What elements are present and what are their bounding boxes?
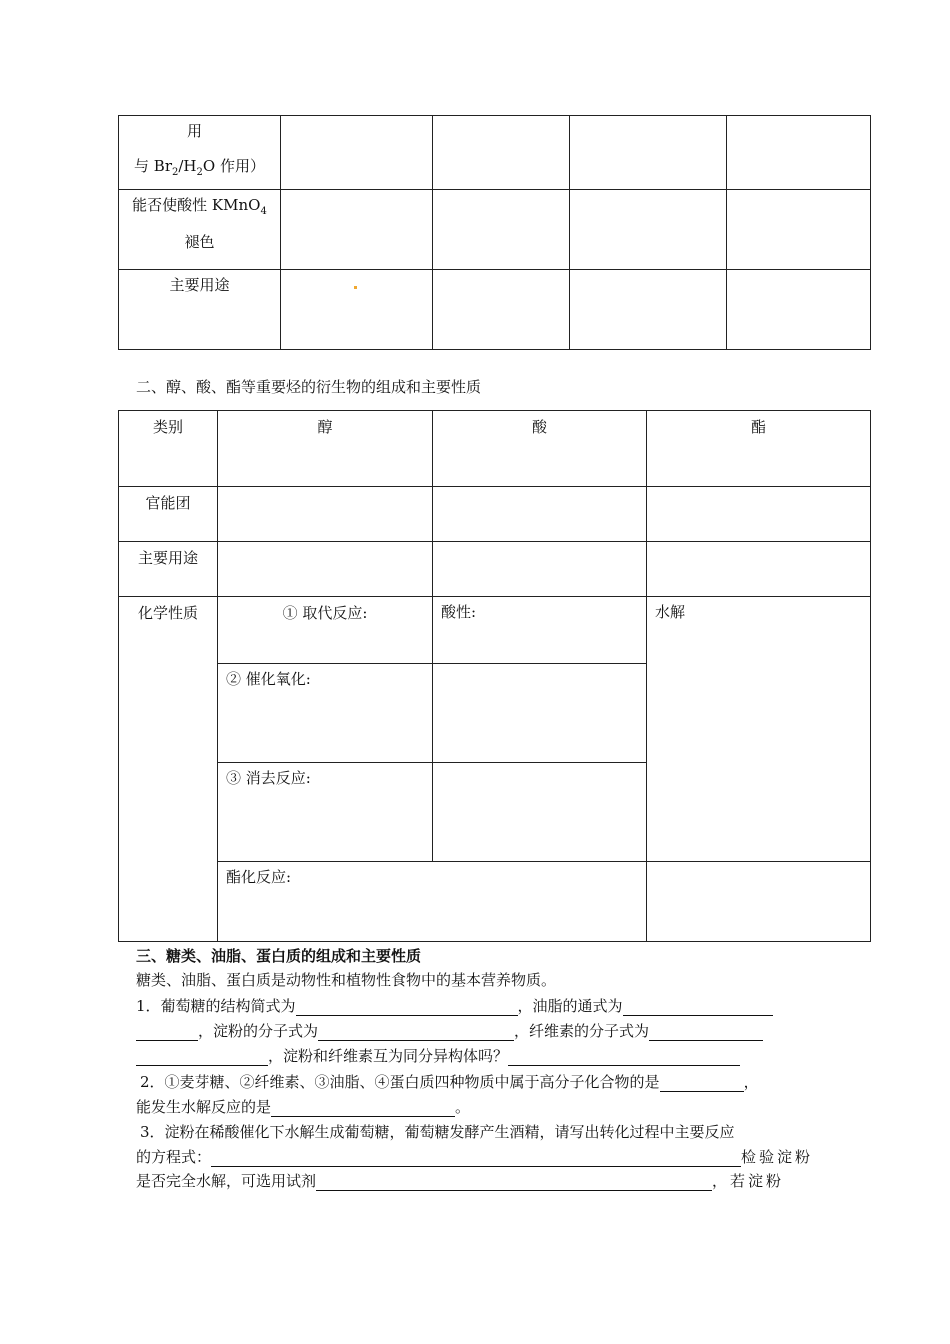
table-cell[interactable] [647, 542, 871, 597]
table-row [119, 190, 871, 270]
question-1-line-3: ，淀粉和纤维素互为同分异构体吗？ [136, 1045, 740, 1066]
table-cell[interactable] [570, 270, 727, 350]
table-row [119, 487, 871, 542]
table-cell[interactable] [647, 487, 871, 542]
answer-blank[interactable] [316, 1174, 712, 1191]
answer-blank[interactable] [211, 1150, 741, 1167]
question-2-line-2: 能发生水解反应的是 。 [136, 1098, 471, 1116]
table-cell[interactable] [433, 542, 647, 597]
table-cell[interactable] [727, 270, 871, 350]
table-row [119, 270, 871, 350]
table-cell[interactable] [647, 862, 871, 942]
row-label-kmno4 [119, 190, 281, 270]
table-cell[interactable] [433, 116, 570, 190]
table-cell[interactable] [433, 487, 647, 542]
properties-table-continued [118, 115, 871, 350]
table-cell[interactable] [433, 190, 570, 270]
label-text: 主要用途 [169, 276, 230, 294]
section2-heading: 二、醇、酸、酯等重要烃的衍生物的组成和主要性质 [136, 378, 482, 396]
label-text: 与 $Br_2/H_2O$ 作用） [134, 157, 265, 178]
question-1-line-1: 1．葡萄糖的结构简式为 ，油脂的通式为 [136, 995, 773, 1016]
section3-intro: 糖类、油脂、蛋白质是动物性和植物性食物中的基本营养物质。 [136, 971, 557, 989]
derivatives-table [118, 410, 871, 942]
row-label-bromine [119, 116, 281, 190]
section3-heading: 三、糖类、油脂、蛋白质的组成和主要性质 [136, 947, 422, 965]
table-cell[interactable] [433, 763, 647, 862]
table-cell[interactable] [218, 487, 433, 542]
table-cell[interactable] [281, 116, 433, 190]
cell-acid-acidity[interactable]: 酸性: [433, 597, 647, 664]
table-row [119, 116, 871, 190]
table-cell[interactable] [433, 664, 647, 763]
table-cell[interactable] [727, 190, 871, 270]
question-3-line-3: 是否完全水解，可选用试剂 ，若淀粉 [136, 1172, 785, 1190]
row-label-chemical-properties: 化学性质 [119, 597, 218, 942]
answer-blank[interactable] [508, 1049, 740, 1066]
answer-blank[interactable] [136, 1049, 268, 1066]
question-3-line-1: 3．淀粉在稀酸催化下水解生成葡萄糖，葡萄糖发酵产生酒精，请写出转化过程中主要反应 [140, 1123, 735, 1141]
table-cell[interactable] [570, 116, 727, 190]
table-row [119, 597, 871, 664]
header-alcohol: 醇 [218, 411, 433, 487]
header-ester: 酯 [647, 411, 871, 487]
table-cell[interactable] [570, 190, 727, 270]
answer-blank[interactable] [318, 1024, 514, 1041]
answer-blank[interactable] [623, 999, 773, 1016]
question-3-line-2: 的方程式： 检验淀粉 [136, 1148, 814, 1166]
cell-alcohol-oxidation[interactable]: ② 催化氧化: [218, 664, 433, 763]
table-header-row [119, 411, 871, 487]
row-label-uses [119, 270, 281, 350]
answer-blank[interactable] [660, 1075, 744, 1092]
table-row [119, 862, 871, 942]
header-acid: 酸 [433, 411, 647, 487]
question-2-line-1: 2．①麦芽糖、②纤维素、③油脂、④蛋白质四种物质中属于高分子化合物的是 ， [140, 1073, 759, 1091]
label-text: 褪色 [184, 233, 215, 251]
table-row [119, 542, 871, 597]
table-cell[interactable] [727, 116, 871, 190]
label-text: 能否使酸性 KMnO$_4$ [132, 196, 267, 217]
cell-alcohol-elimination[interactable]: ③ 消去反应: [218, 763, 433, 862]
answer-blank[interactable] [136, 1024, 198, 1041]
table-cell[interactable] [281, 270, 433, 350]
question-1-line-2: ，淀粉的分子式为 ，纤维素的分子式为 [136, 1020, 763, 1041]
table-cell[interactable] [281, 190, 433, 270]
cell-esterification[interactable]: 酯化反应: [218, 862, 647, 942]
stray-mark [354, 286, 357, 289]
table-cell[interactable] [433, 270, 570, 350]
row-label-main-uses: 主要用途 [119, 542, 218, 597]
answer-blank[interactable] [271, 1100, 455, 1117]
label-text: 用 [186, 122, 202, 140]
cell-ester-hydrolysis[interactable]: 水解 [647, 597, 871, 862]
header-category: 类别 [119, 411, 218, 487]
cell-alcohol-substitution[interactable]: ① 取代反应: [218, 597, 433, 664]
row-label-functional-group: 官能团 [119, 487, 218, 542]
answer-blank[interactable] [296, 999, 518, 1016]
table-cell[interactable] [218, 542, 433, 597]
answer-blank[interactable] [649, 1024, 763, 1041]
